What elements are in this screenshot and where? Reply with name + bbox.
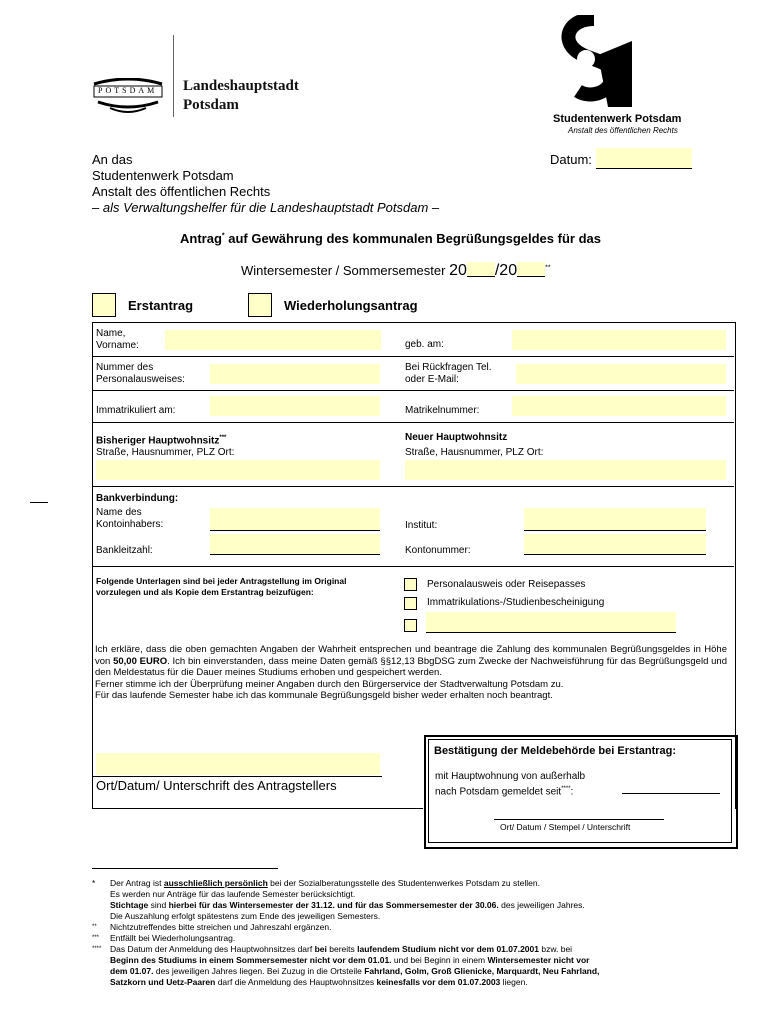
declaration-part: Ich erkläre, dass die oben gemachten Angaben der Wahrheit entsprechen und beantrage die Zahlung des kommunalen Begrüßungsgeldes in Höhe von — [95, 644, 727, 667]
passport-label: Personalausweis oder Reisepasses — [427, 579, 586, 590]
footnote-text: Das Datum der Anmeldung des Hauptwohnsitzes darf — [110, 944, 315, 954]
recipient-address — [92, 152, 439, 216]
form-box-bottom — [92, 808, 423, 809]
semester-label: Wintersemester / Sommersemester — [241, 263, 446, 278]
city-logo — [92, 78, 164, 123]
footnote-mark: *** — [92, 935, 100, 941]
footnote-text: Beginn des Studiums in einem Sommersemester nicht vor dem 01.01. — [110, 955, 392, 965]
footnote-mark: **** — [92, 946, 102, 952]
date-label: Datum: — [550, 152, 592, 167]
footnote-text: Stichtage — [110, 900, 149, 910]
id-label-line1: Nummer des — [96, 362, 154, 373]
footnote-mark: * — [221, 232, 225, 240]
footnote-mark: ** — [545, 264, 551, 272]
footnote-text: Es werden nur Anträge für das laufende Semester berücksichtigt. — [110, 889, 356, 899]
registration-text — [435, 771, 585, 798]
row-divider — [92, 566, 734, 567]
registration-colon: : — [570, 786, 574, 798]
documents-instruction: Folgende Unterlagen sind bei jeder Antragstellung im Original vorzulegen und als Kopie dem Erstantrag beizufügen: — [96, 576, 347, 597]
enrolled-label: Immatrikuliert am: — [96, 405, 176, 416]
title-word: Antrag — [180, 231, 222, 246]
erstantrag-checkbox[interactable] — [92, 293, 116, 317]
city-logo-text: POTSDAM — [98, 86, 158, 95]
footnote-text: darf die Anmeldung des Hauptwohnsitzes — [215, 977, 377, 987]
footnote-text: sind — [148, 900, 169, 910]
footnote-4 — [92, 944, 707, 988]
footnote-mark: **** — [561, 786, 571, 792]
account-holder-input[interactable] — [210, 508, 380, 531]
enrollment-certificate-label: Immatrikulations-/Studienbescheinigung — [427, 597, 605, 608]
institution-label: Institut: — [405, 520, 438, 531]
bank-section-label: Bankverbindung: — [96, 493, 179, 504]
enrolled-input[interactable] — [210, 396, 380, 416]
erstantrag-label: Erstantrag — [128, 298, 194, 313]
registration-signature-label: Ort/ Datum / Stempel / Unterschrift — [500, 822, 631, 832]
signature-line — [92, 776, 382, 777]
year-input-2[interactable] — [517, 262, 545, 277]
name-input[interactable] — [165, 330, 381, 350]
registration-signature-line — [494, 819, 664, 820]
wiederholungsantrag-checkbox[interactable] — [248, 293, 272, 317]
id-number-label — [96, 362, 185, 386]
footnote-text: bereits — [326, 944, 358, 954]
matriculation-input[interactable] — [512, 396, 726, 416]
form-title — [180, 231, 601, 246]
birthdate-label: geb. am: — [405, 339, 444, 350]
row-divider — [92, 422, 734, 423]
row-divider — [92, 390, 734, 391]
registration-line1: mit Hauptwohnung von außerhalb — [435, 771, 586, 782]
fold-mark — [30, 502, 48, 503]
footnote-text: laufendem Studium nicht vor dem 01.07.2001 — [357, 944, 539, 954]
footnote-text: Nichtzutreffendes bitte streichen und Jahreszahl ergänzen. — [110, 922, 332, 932]
institution-input[interactable] — [524, 508, 706, 531]
other-document-checkbox[interactable] — [404, 619, 417, 632]
name-label — [96, 328, 139, 352]
bank-code-label: Bankleitzahl: — [96, 545, 153, 556]
semester-line — [241, 262, 551, 280]
account-holder-label — [96, 507, 163, 531]
footnote-text: bei — [314, 944, 327, 954]
title-rest: auf Gewährung des kommunalen Begrüßungsgeldes für das — [224, 231, 601, 246]
footnote-text: bzw. bei — [539, 944, 573, 954]
previous-address-input[interactable] — [96, 460, 380, 480]
footnote-2 — [92, 922, 707, 933]
footnote-text: hierbei für das Wintersemester der 31.12. und für das Sommersemester der 30.06. — [168, 900, 499, 910]
footnote-text: ausschließlich persönlich — [163, 878, 268, 888]
amount: 50,00 EURO — [113, 655, 168, 667]
footnote-mark: ** — [92, 924, 97, 930]
name-label-line2: Vorname: — [96, 340, 139, 351]
footnote-text: keinesfalls vor dem 01.07.2003 — [376, 977, 501, 987]
footnote-text: des jeweiligen Jahres liegen. Bei Zuzug in die Ortsteile — [153, 966, 365, 976]
id-number-input[interactable] — [210, 364, 380, 384]
footnote-text: Die Auszahlung erfolgt spätestens zum Ende des jeweiligen Semesters. — [110, 911, 381, 921]
contact-label — [405, 362, 492, 386]
birthdate-input[interactable] — [512, 330, 726, 350]
footnote-text: Entfällt bei Wiederholungsantrag. — [110, 933, 236, 943]
signature-label: Ort/Datum/ Unterschrift des Antragstellers — [96, 778, 337, 793]
city-name-line1: Landeshauptstadt — [183, 78, 299, 94]
address-line: – als Verwaltungshelfer für die Landeshauptstadt Potsdam – — [92, 200, 440, 215]
declaration-text — [95, 644, 727, 702]
id-label-line2: Personalausweises: — [96, 374, 185, 385]
previous-residence-label — [96, 432, 226, 447]
row-divider — [92, 486, 734, 487]
footnote-mark: *** — [219, 435, 227, 441]
declaration-part: Für das laufende Semester habe ich das kommunale Begrüßungsgeld bisher weder erhalten noch beantragt. — [95, 690, 553, 701]
footnote-text: Der Antrag ist — [110, 878, 164, 888]
footnote-3 — [92, 933, 707, 944]
registration-line2: nach Potsdam gemeldet seit — [435, 786, 562, 798]
account-number-label: Kontonummer: — [405, 545, 471, 556]
studentenwerk-subtitle: Anstalt des öffentlichen Rechts — [568, 126, 678, 135]
footnote-text: Fahrland, Golm, Groß Glienicke, Marquardt, Neu Fahrland, — [364, 966, 600, 976]
footnote-text: des jeweiligen Jahres. — [498, 900, 585, 910]
address-line: Studentenwerk Potsdam — [92, 168, 234, 183]
city-name-line2: Potsdam — [183, 97, 239, 113]
declaration-part: Ferner stimme ich der Überprüfung meiner Angaben durch den Bürgerservice der Stadtverwaltung Potsdam zu. — [95, 678, 564, 690]
registration-date-line[interactable] — [622, 793, 720, 794]
address-line: Anstalt des öffentlichen Rechts — [92, 184, 271, 199]
other-document-input[interactable] — [426, 612, 676, 633]
signature-input[interactable] — [96, 753, 380, 775]
footnote-text: dem 01.07. — [110, 966, 154, 976]
name-label-line1: Name, — [96, 328, 126, 339]
account-number-input[interactable] — [524, 534, 706, 555]
contact-input[interactable] — [516, 364, 726, 384]
footnote-1 — [92, 878, 707, 922]
matriculation-label: Matrikelnummer: — [405, 405, 480, 416]
year-prefix-2: /20 — [494, 262, 518, 279]
enrollment-certificate-checkbox[interactable] — [404, 597, 417, 610]
header-divider — [173, 35, 174, 117]
account-holder-line1: Name des — [96, 507, 142, 518]
year-prefix-1: 20 — [449, 262, 467, 279]
wiederholungsantrag-label: Wiederholungsantrag — [284, 298, 418, 313]
new-address-input[interactable] — [405, 460, 726, 480]
year-input-1[interactable] — [467, 262, 495, 277]
contact-label-line1: Bei Rückfragen Tel. — [405, 362, 492, 373]
account-holder-line2: Kontoinhabers: — [96, 519, 164, 530]
contact-label-line2: oder E-Mail: — [405, 374, 459, 385]
bank-code-input[interactable] — [210, 534, 380, 555]
registration-title: Bestätigung der Meldebehörde bei Erstantrag: — [434, 745, 677, 757]
footnote-text: liegen. — [500, 977, 528, 987]
studentenwerk-name: Studentenwerk Potsdam — [553, 113, 682, 125]
footnote-mark: * — [92, 878, 96, 888]
row-divider — [92, 356, 734, 357]
footnote-text: Wintersemester nicht vor — [487, 955, 590, 965]
passport-checkbox[interactable] — [404, 578, 417, 591]
studentenwerk-logo — [552, 15, 634, 118]
previous-address-label: Straße, Hausnummer, PLZ Ort: — [96, 447, 235, 458]
footnote-divider — [92, 868, 278, 869]
footnotes — [92, 878, 707, 988]
address-line: An das — [92, 152, 133, 167]
footnote-text: bei der Sozialberatungsstelle des Studentenwerkes Potsdam zu stellen. — [267, 878, 540, 888]
footnote-text: und bei Beginn in einem — [391, 955, 488, 965]
footnote-text: Satzkorn und Uetz-Paaren — [110, 977, 216, 987]
city-name — [183, 77, 299, 115]
new-residence-label: Neuer Hauptwohnsitz — [405, 432, 508, 443]
date-input[interactable] — [596, 148, 692, 169]
declaration-part: . Ich bin einverstanden, dass meine Daten gemäß §§12,13 BbgDSG zum Zwecke der Nachweisführung für das Begrüßungsgeld und den Meldestatus für die Dauer meines Studiums erhoben und gespeichert werden. — [95, 655, 727, 678]
previous-residence-text: Bisheriger Hauptwohnsitz — [96, 435, 220, 447]
new-address-label: Straße, Hausnummer, PLZ Ort: — [405, 447, 544, 458]
